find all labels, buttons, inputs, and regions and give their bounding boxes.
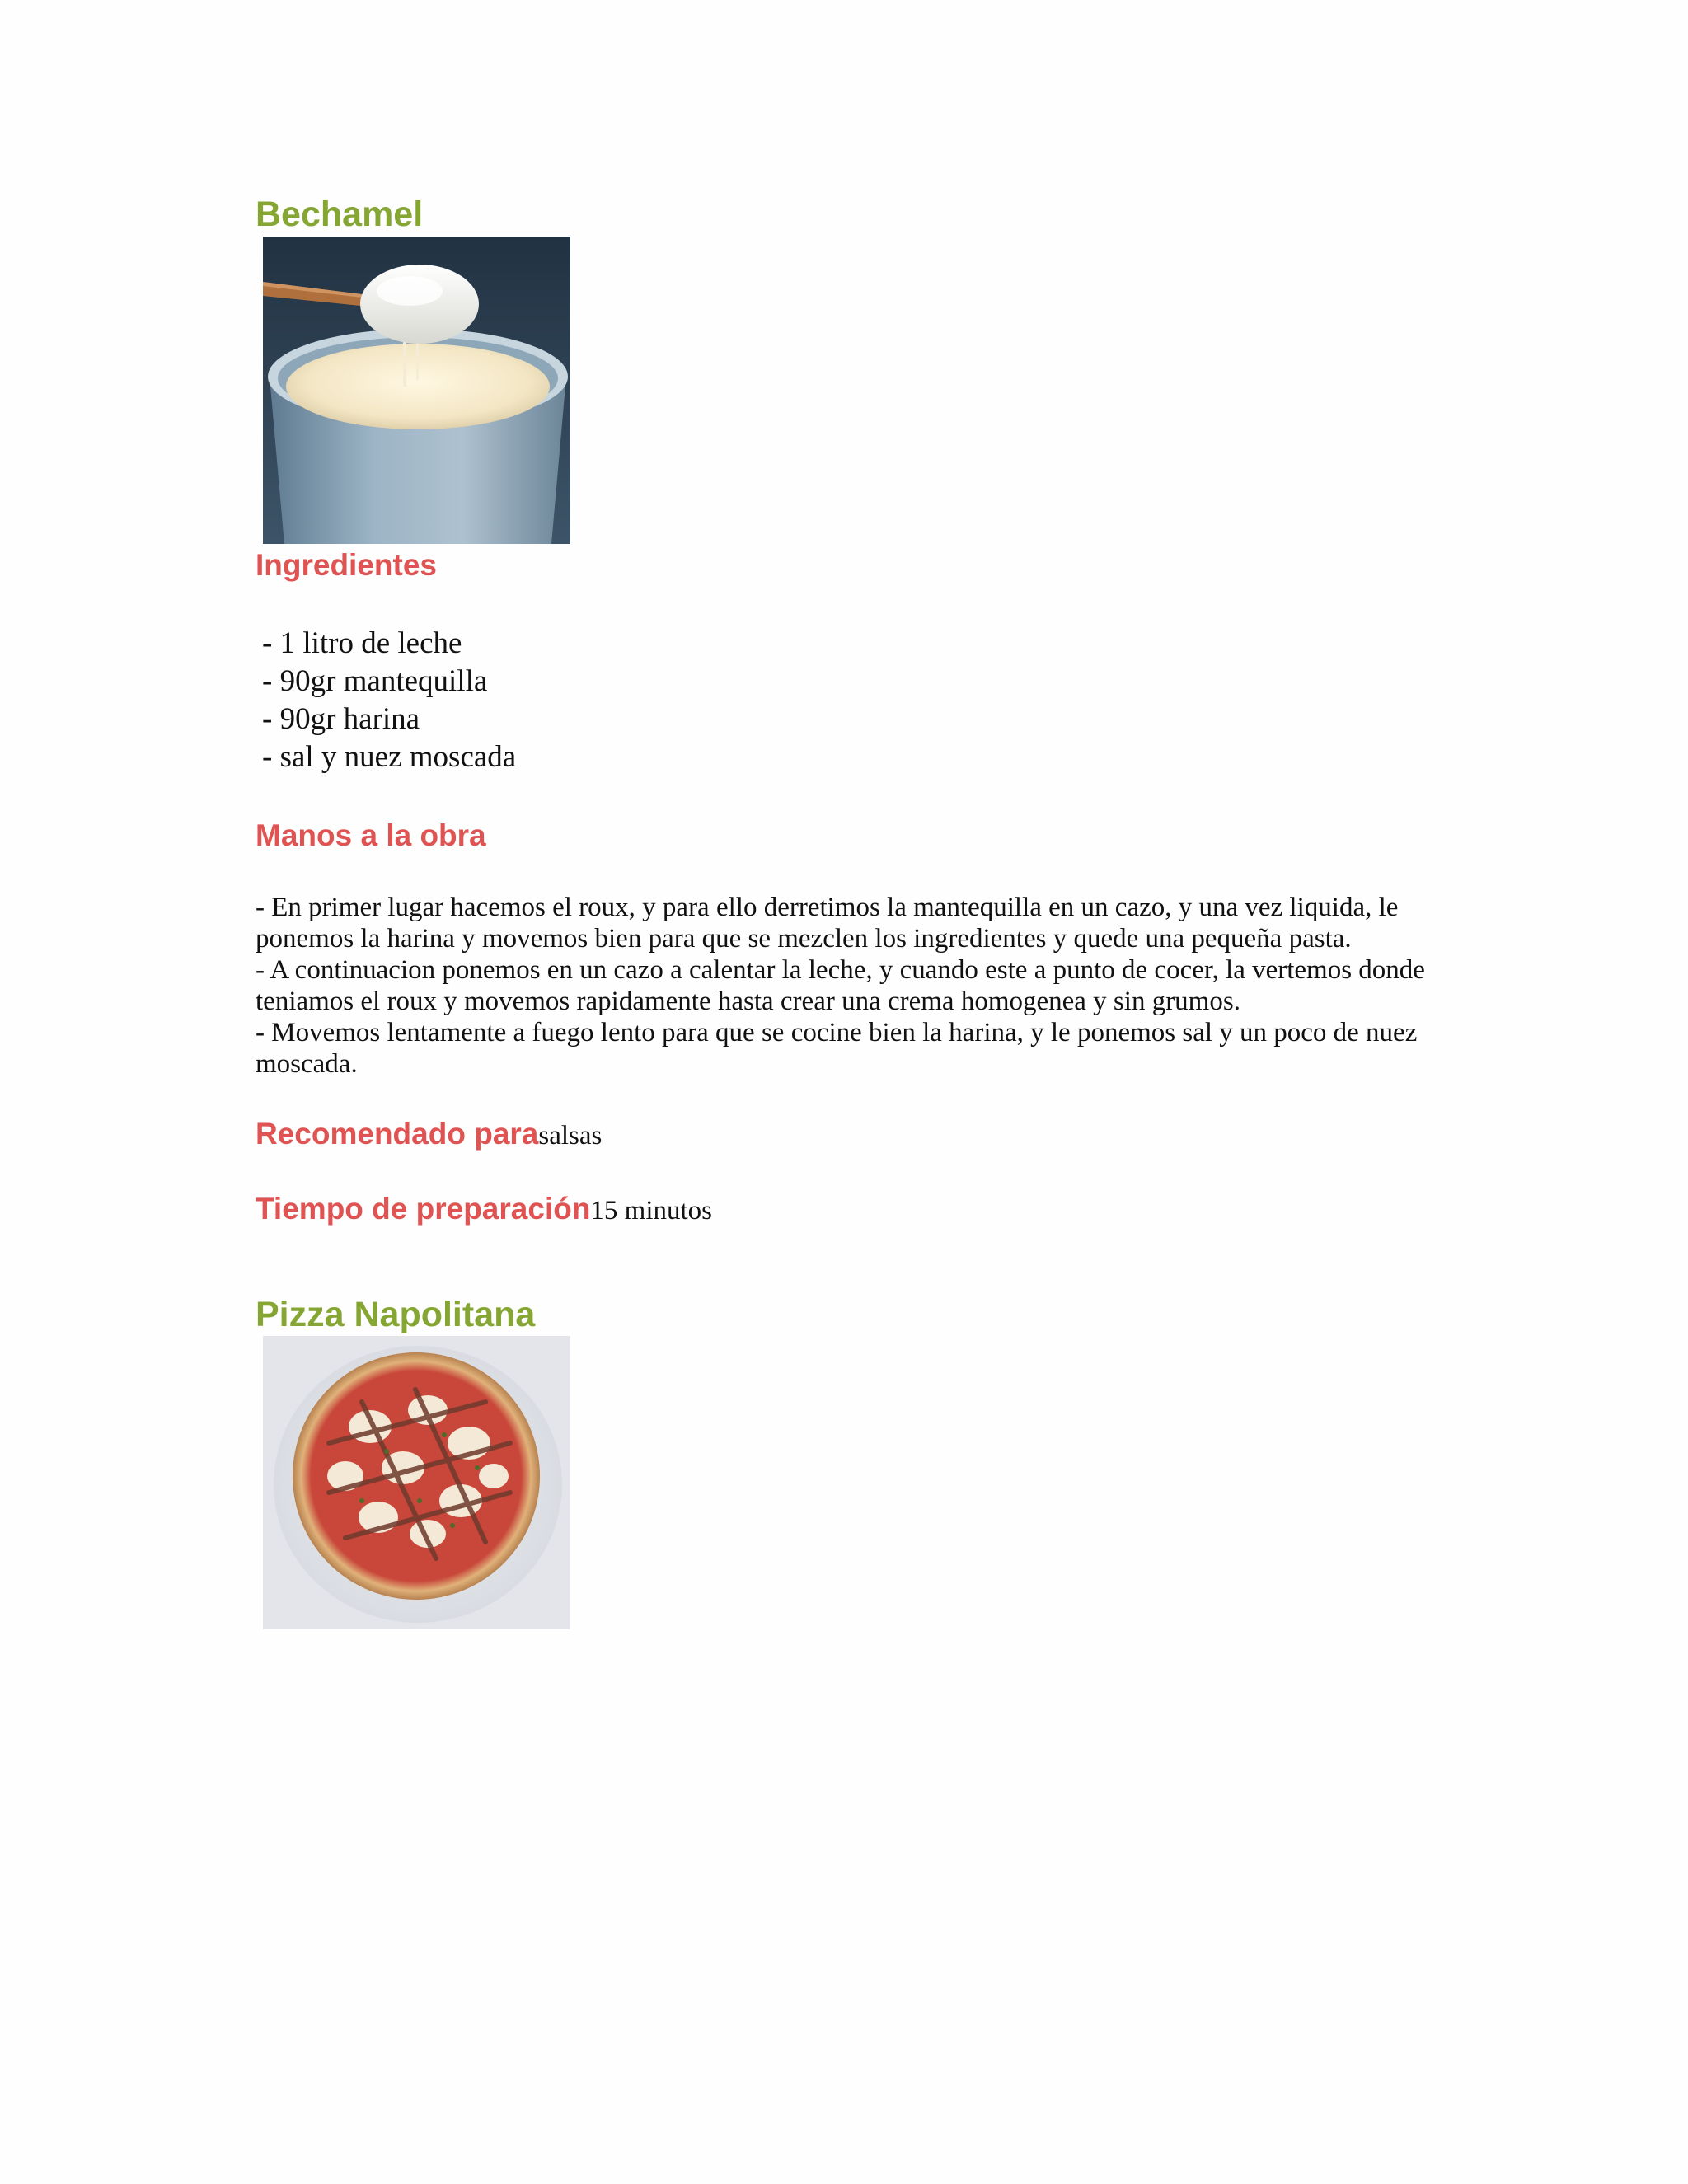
- list-item: - 1 litro de leche: [262, 626, 462, 660]
- list-item: - 90gr mantequilla: [262, 663, 488, 698]
- list-item: - 90gr harina: [262, 701, 420, 736]
- time-row: [256, 1191, 1426, 1228]
- recipe-content: [256, 185, 1426, 1629]
- recommended-row: [256, 1116, 1426, 1153]
- time-value: 15 minutos: [590, 1195, 713, 1226]
- time-label: Tiempo de preparación: [256, 1191, 591, 1226]
- step-paragraph: - Movemos lentamente a fuego lento para que se cocine bien la harina, y le ponemos sal y un poco de nuez moscada.: [256, 1018, 1418, 1080]
- ingredients-list: [256, 625, 1426, 776]
- list-item: - sal y nuez moscada: [262, 739, 517, 774]
- method-heading: Manos a la obra: [256, 818, 486, 852]
- step-paragraph: - A continuacion ponemos en un cazo a calentar la leche, y cuando este a punto de cocer, la vertemos donde teniamos el roux y movemos rapidamente hasta crear una crema homogenea y sin grumos.: [256, 955, 1425, 1017]
- bechamel-photo: [263, 237, 570, 544]
- recommended-label: Recomendado para: [256, 1117, 539, 1151]
- step-paragraph: - En primer lugar hacemos el roux, y para ello derretimos la mantequilla en un cazo, y una vez liquida, le ponemos la harina y movemos bien para que se mezclen los ingredientes y quede una pequeña pasta.: [256, 893, 1399, 954]
- ingredients-heading: Ingredientes: [256, 547, 437, 582]
- recipe-title-pizza: Pizza Napolitana: [256, 1294, 536, 1334]
- pizza-photo: [263, 1336, 570, 1629]
- recipe-title-bechamel: Bechamel: [256, 194, 424, 234]
- method-steps: [256, 892, 1426, 1080]
- recommended-value: salsas: [538, 1121, 603, 1151]
